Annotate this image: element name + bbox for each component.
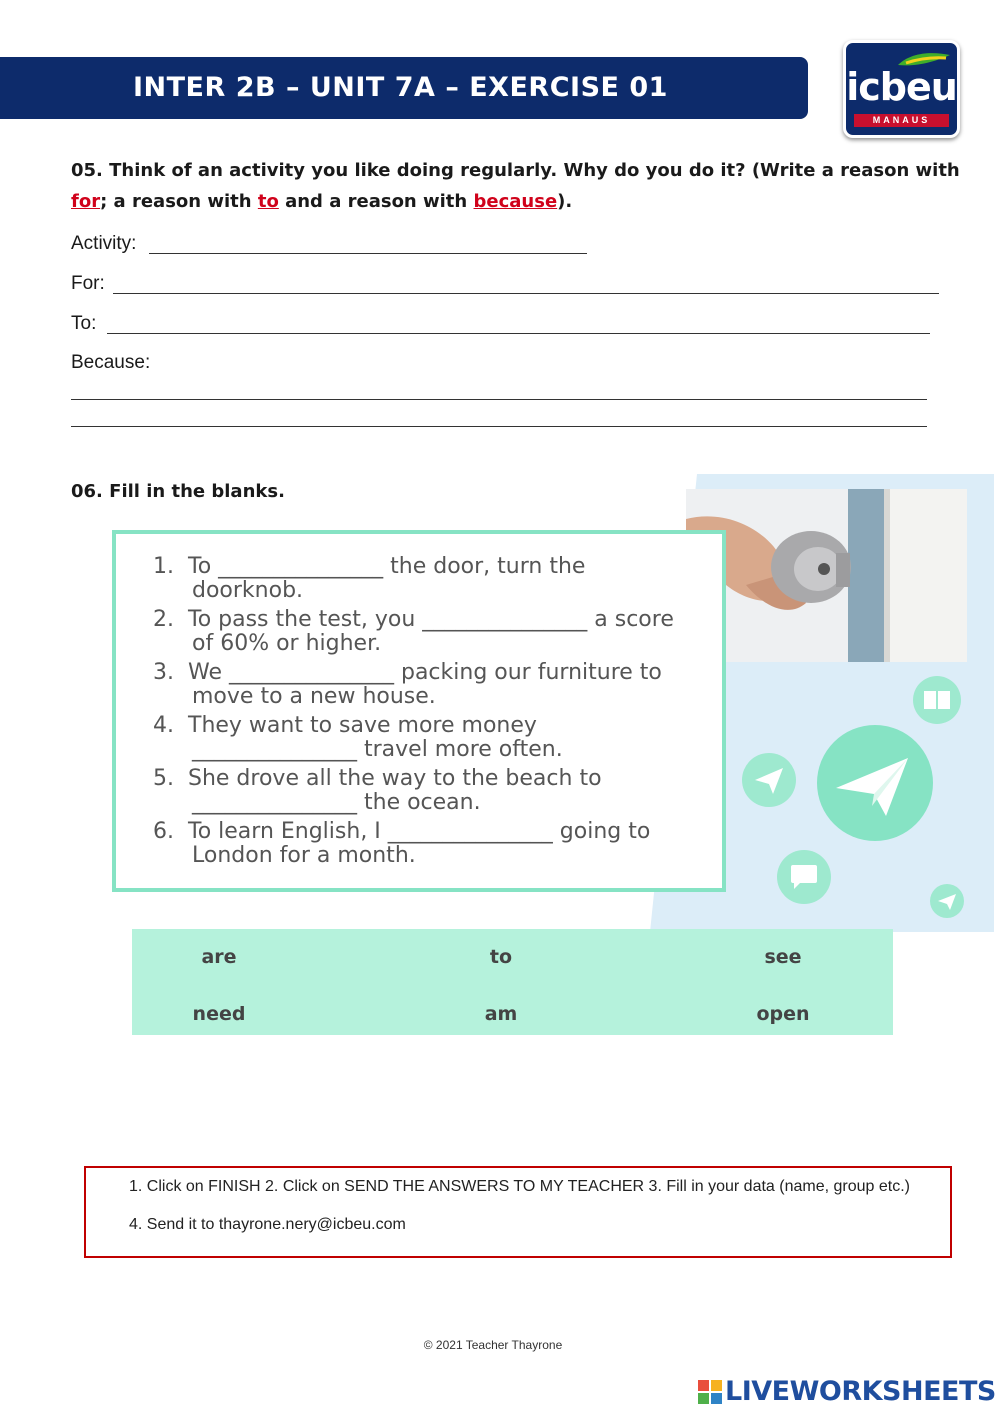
- item-text[interactable]: To pass the test, you _______________ a score: [188, 607, 674, 632]
- word-bank-item[interactable]: am: [484, 1003, 518, 1025]
- activity-answer-line[interactable]: [149, 253, 587, 254]
- for-label: For:: [71, 273, 105, 294]
- icbeu-logo: [843, 40, 960, 138]
- item-number: 3.: [153, 660, 174, 685]
- logo-text: icbeu: [846, 65, 957, 109]
- list-item: [136, 820, 674, 868]
- prompt-text: and a reason with: [278, 191, 474, 212]
- liveworksheets-logo-icon: [698, 1380, 722, 1404]
- item-text-cont[interactable]: _______________ the ocean.: [192, 790, 481, 815]
- keyword-for: for: [71, 191, 101, 212]
- activity-label: Activity:: [71, 233, 137, 254]
- for-answer-line[interactable]: [113, 293, 939, 294]
- prompt-text: ).: [557, 191, 573, 212]
- prompt-text: ; a reason with: [100, 191, 258, 212]
- list-item: [136, 714, 674, 762]
- question-05-title-line2: [71, 191, 572, 212]
- word-bank-item[interactable]: are: [201, 946, 237, 968]
- item-text-cont: move to a new house.: [192, 684, 436, 709]
- list-item: [136, 608, 674, 656]
- item-text-cont[interactable]: _______________ travel more often.: [192, 737, 563, 762]
- question-06-title: 06. Fill in the blanks.: [71, 481, 285, 502]
- chat-bubble-icon: [776, 849, 832, 905]
- to-label: To:: [71, 313, 97, 334]
- word-bank-item[interactable]: open: [756, 1003, 810, 1025]
- list-item: [136, 661, 674, 709]
- item-text-cont: doorknob.: [192, 578, 304, 603]
- item-text[interactable]: We _______________ packing our furniture to: [188, 660, 662, 685]
- word-bank-item[interactable]: see: [764, 946, 802, 968]
- paper-plane-large-icon: [816, 724, 934, 842]
- keyword-to: to: [257, 191, 279, 212]
- paper-plane-tiny-icon: [929, 883, 965, 919]
- item-number: 6.: [153, 819, 174, 844]
- door-knob-photo: [686, 489, 967, 662]
- because-label: Because:: [71, 352, 151, 373]
- item-text-cont: of 60% or higher.: [192, 631, 382, 656]
- liveworksheets-brand[interactable]: LIVEWORKSHEETS: [725, 1376, 996, 1407]
- item-text[interactable]: To _______________ the door, turn the: [188, 554, 586, 579]
- question-05-prompt: 05. Think of an activity you like doing regularly. Why do you do it? (Write a reason with: [71, 160, 960, 181]
- logo-subtext: MANAUS: [854, 114, 949, 127]
- word-bank-item[interactable]: need: [192, 1003, 246, 1025]
- paper-plane-small-icon: [741, 752, 797, 808]
- word-bank: [132, 929, 893, 1035]
- because-answer-line-1[interactable]: [71, 399, 927, 400]
- item-number: 4.: [153, 713, 174, 738]
- because-answer-line-2[interactable]: [71, 426, 927, 427]
- instruction-line-2: 4. Send it to thayrone.nery@icbeu.com: [129, 1216, 406, 1233]
- item-text[interactable]: To learn English, I _______________ going to: [188, 819, 651, 844]
- item-text: They want to save more money: [188, 713, 537, 738]
- word-bank-item[interactable]: to: [489, 946, 513, 968]
- item-number: 5.: [153, 766, 174, 791]
- list-item: [136, 767, 674, 815]
- instruction-line-1: 1. Click on FINISH 2. Click on SEND THE ANSWERS TO MY TEACHER 3. Fill in your data (name, group etc.): [129, 1178, 910, 1195]
- item-number: 2.: [153, 607, 174, 632]
- page-title: INTER 2B – UNIT 7A – EXERCISE 01: [133, 72, 668, 103]
- item-text: She drove all the way to the beach to: [188, 766, 602, 791]
- copyright-text: © 2021 Teacher Thayrone: [423, 1338, 563, 1352]
- item-number: 1.: [153, 554, 174, 579]
- list-item: [136, 555, 674, 603]
- to-answer-line[interactable]: [107, 333, 930, 334]
- item-text-cont: London for a month.: [192, 843, 416, 868]
- book-icon: [912, 675, 962, 725]
- question-05-title-line1: [71, 160, 960, 181]
- instructions-box: [84, 1166, 952, 1258]
- fill-in-list: [136, 555, 674, 868]
- keyword-because: because: [473, 191, 558, 212]
